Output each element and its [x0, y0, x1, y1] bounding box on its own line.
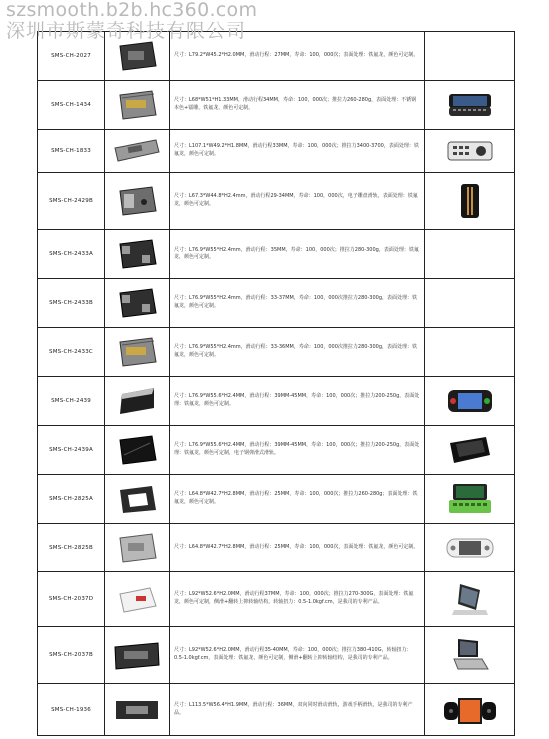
product-photo [105, 572, 170, 626]
application-photo [425, 230, 515, 279]
spec-text: 尺寸：L113.5*W56.4*H1.9MM，滑动行程：36MM，双向同时滑动滑轨，游戏手柄滑轨，是我司的专利产品。 [170, 684, 425, 736]
spec-text: 尺寸：L64.8*W42.7*H2.8MM，滑动行程：25MM，寿命：100，000次，表面处理：铁氟龙，颜色可定制。 [170, 523, 425, 572]
spec-text: 尺寸：L76.9*W55.6*H2.4MM，滑动行程：39MM-45MM，寿命：100，000次；推拉力200-250g，表面处理：铁氟龙，颜色可定制。 [170, 376, 425, 425]
watermark-url: szsmooth.b2b.hc360.com [6, 0, 258, 21]
application-photo [425, 684, 515, 736]
product-photo [105, 328, 170, 377]
model-number: SMS-CH-2439 [38, 376, 105, 425]
product-photo [105, 523, 170, 572]
spec-text: 尺寸：L64.8*W42.7*H2.8MM，滑动行程：25MM，寿命：100，000次；推拉力260-280g；表面处理：铁氟龙，颜色可定制。 [170, 474, 425, 523]
table-row [38, 173, 515, 230]
product-photo [105, 279, 170, 328]
product-photo [105, 32, 170, 81]
model-number: SMS-CH-2027 [38, 32, 105, 81]
model-number: SMS-CH-2433B [38, 279, 105, 328]
table-row [38, 80, 515, 129]
application-photo [425, 626, 515, 683]
model-number: SMS-CH-2825B [38, 523, 105, 572]
model-number: SMS-CH-2433C [38, 328, 105, 377]
application-photo [425, 523, 515, 572]
table-row [38, 626, 515, 683]
spec-text: 尺寸：L67.3*W44.8*H2.4mm，滑动行程29-34MM，寿命：100，000次，电子雕盘滑轨，表面处理：铁氟龙，颜色可定制。 [170, 173, 425, 230]
product-table [37, 31, 515, 736]
model-number: SMS-CH-2825A [38, 474, 105, 523]
table-row [38, 129, 515, 172]
application-photo [425, 572, 515, 626]
table-row [38, 684, 515, 736]
product-photo [105, 230, 170, 279]
model-number: SMS-CH-2433A [38, 230, 105, 279]
table-row [38, 32, 515, 81]
product-photo [105, 474, 170, 523]
product-photo [105, 173, 170, 230]
table-row [38, 279, 515, 328]
product-photo [105, 425, 170, 474]
application-photo [425, 474, 515, 523]
watermark-company: 深圳市斯蒙奇科技有限公司 [6, 19, 247, 42]
application-photo [425, 328, 515, 377]
application-photo [425, 376, 515, 425]
table-row [38, 376, 515, 425]
spec-text: 尺寸：L76.9*W55*H2.4mm，滑动行程：33-37MM，寿命：100，000次推拉力280-300g，表面处理：铁氟龙，颜色可定制。 [170, 279, 425, 328]
application-photo [425, 279, 515, 328]
model-number: SMS-CH-2037B [38, 626, 105, 683]
model-number: SMS-CH-1434 [38, 80, 105, 129]
product-photo [105, 80, 170, 129]
table-row [38, 328, 515, 377]
spec-text: 尺寸：L107.1*W49.2*H1.8MM，滑动行程33MM，寿命：100，000次；推拉力3400-3700，表面处理：铁氟龙，颜色可定制。 [170, 129, 425, 172]
product-photo [105, 129, 170, 172]
spec-text: 尺寸：L76.9*W55.6*H2.4MM，滑动行程：39MM-45MM，寿命：100，000次；推拉力200-250g，表面处理：铁氟龙，颜色可定制，电子钢弹滑式滑轨。 [170, 425, 425, 474]
spec-text: 尺寸：L68*W51*H1.33MM，滑动行程34MM，寿命：100，000次；推拉力260-280g，表面处理：不锈钢本色+镭雕，铁氟龙，颜色可定制。 [170, 80, 425, 129]
application-photo [425, 425, 515, 474]
product-photo [105, 626, 170, 683]
model-number: SMS-CH-1833 [38, 129, 105, 172]
table-row [38, 572, 515, 626]
application-photo [425, 129, 515, 172]
spec-text: 尺寸：L92*W52.6*H2.0MM，滑动行程37MM，寿命：100，000次；推拉力270-300G，表面处理：铁氟龙，颜色可定制，侧滑+翻转上抑转轴结构，转轴扭力：0.5-1.0kgf.cm，是我司的专利产品。 [170, 572, 425, 626]
model-number: SMS-CH-1936 [38, 684, 105, 736]
application-photo [425, 80, 515, 129]
spec-text: 尺寸：L76.9*W55*H2.4mm，滑动行程：33-36MM，寿命：100，000次推拉力280-300g，表面处理：铁氟龙，颜色可定制。 [170, 328, 425, 377]
application-photo [425, 173, 515, 230]
product-photo [105, 684, 170, 736]
model-number: SMS-CH-2439A [38, 425, 105, 474]
table-row [38, 474, 515, 523]
table-row [38, 425, 515, 474]
table-row [38, 523, 515, 572]
table-row [38, 230, 515, 279]
product-photo [105, 376, 170, 425]
application-photo [425, 32, 515, 81]
spec-text: 尺寸：L76.9*W55*H2.4mm，滑动行程：35MM，寿命：100，000次；推拉力280-300g，表面处理：铁氟龙，颜色可定制。 [170, 230, 425, 279]
spec-text: 尺寸：L92*W52.6*H2.0MM，滑动行程35-40MM，寿命：100，000次；推拉力380-410G，转轴扭力：0.5-1.0kgf.cm，表面处理：铁氟龙，颜色可定制，侧滑+翻转上抑转轴结构，是我司的专利产品。 [170, 626, 425, 683]
spec-text: 尺寸：L79.2*W45.2*H2.0MM，滑动行程：27MM，寿命：100，000次；表面处理：铁氟龙，颜色可定制。 [170, 32, 425, 81]
model-number: SMS-CH-2037D [38, 572, 105, 626]
model-number: SMS-CH-2429B [38, 173, 105, 230]
